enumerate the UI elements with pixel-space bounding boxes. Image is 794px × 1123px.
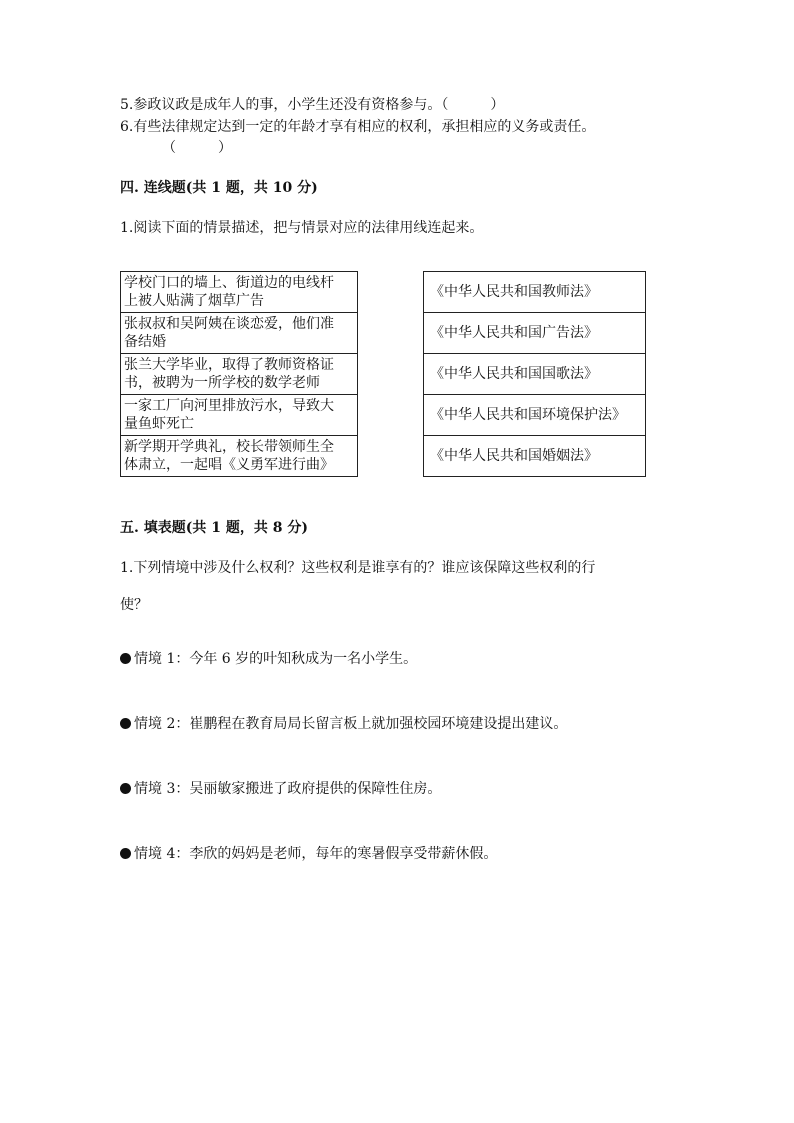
scenario-text: 张叔叔和吴阿姨在谈恋爱，他们准	[124, 316, 334, 332]
judge-question-6-answer-blank: （ ）	[162, 140, 232, 156]
scenario-cell	[121, 395, 358, 436]
scenario-cell	[121, 272, 358, 313]
situation-text: 情境 3：吴丽敏家搬进了政府提供的保障性住房。	[134, 781, 442, 797]
section-4-question: 1.阅读下面的情景描述，把与情景对应的法律用线连起来。	[120, 220, 484, 236]
law-row	[424, 313, 646, 354]
scenario-text: 新学期开学典礼，校长带领师生全	[124, 439, 334, 455]
section-4-heading: 四. 连线题(共 1 题，共 10 分)	[120, 180, 318, 196]
situation-text: 情境 2：崔鹏程在教育局局长留言板上就加强校园环境建设提出建议。	[134, 716, 568, 732]
scenario-row	[121, 436, 358, 477]
law-row	[424, 436, 646, 477]
judge-question-5: 5.参政议政是成年人的事，小学生还没有资格参与。（ ）	[120, 97, 505, 113]
law-table	[423, 271, 646, 477]
scenario-table	[120, 271, 358, 477]
scenario-text: 体肃立，一起唱《义勇军进行曲》	[124, 457, 334, 473]
situation-text: 情境 4：李欣的妈妈是老师，每年的寒暑假享受带薪休假。	[134, 846, 498, 862]
situation-item	[120, 715, 567, 733]
law-cell: 《中华人民共和国国歌法》	[424, 354, 646, 395]
scenario-row	[121, 395, 358, 436]
scenario-text: 量鱼虾死亡	[124, 416, 194, 432]
judge-question-6: 6.有些法律规定达到一定的年龄才享有相应的权利，承担相应的义务或责任。	[120, 119, 596, 135]
law-row	[424, 354, 646, 395]
situation-item	[120, 650, 417, 668]
section-5-question: 1.下列情境中涉及什么权利？这些权利是谁享有的？谁应该保障这些权利的行	[120, 560, 596, 576]
law-row	[424, 395, 646, 436]
scenario-cell	[121, 313, 358, 354]
scenario-row	[121, 272, 358, 313]
situation-item	[120, 845, 497, 863]
section-5-heading: 五. 填表题(共 1 题，共 8 分)	[120, 520, 308, 536]
scenario-cell	[121, 354, 358, 395]
bullet-icon	[120, 848, 131, 859]
scenario-cell	[121, 436, 358, 477]
scenario-text: 备结婚	[124, 334, 166, 350]
bullet-icon	[120, 783, 131, 794]
law-cell: 《中华人民共和国教师法》	[424, 272, 646, 313]
scenario-row	[121, 313, 358, 354]
law-cell: 《中华人民共和国环境保护法》	[424, 395, 646, 436]
situation-text: 情境 1：今年 6 岁的叶知秋成为一名小学生。	[134, 651, 418, 667]
situation-item	[120, 780, 441, 798]
bullet-icon	[120, 718, 131, 729]
scenario-text: 张兰大学毕业，取得了教师资格证	[124, 357, 334, 373]
scenario-text: 书，被聘为一所学校的数学老师	[124, 375, 320, 391]
scenario-row	[121, 354, 358, 395]
section-5-question-continued: 使？	[120, 597, 148, 613]
law-cell: 《中华人民共和国广告法》	[424, 313, 646, 354]
bullet-icon	[120, 653, 131, 664]
scenario-text: 上被人贴满了烟草广告	[124, 293, 264, 309]
law-cell: 《中华人民共和国婚姻法》	[424, 436, 646, 477]
scenario-text: 学校门口的墙上、街道边的电线杆	[124, 275, 334, 291]
scenario-text: 一家工厂向河里排放污水，导致大	[124, 398, 334, 414]
law-row	[424, 272, 646, 313]
